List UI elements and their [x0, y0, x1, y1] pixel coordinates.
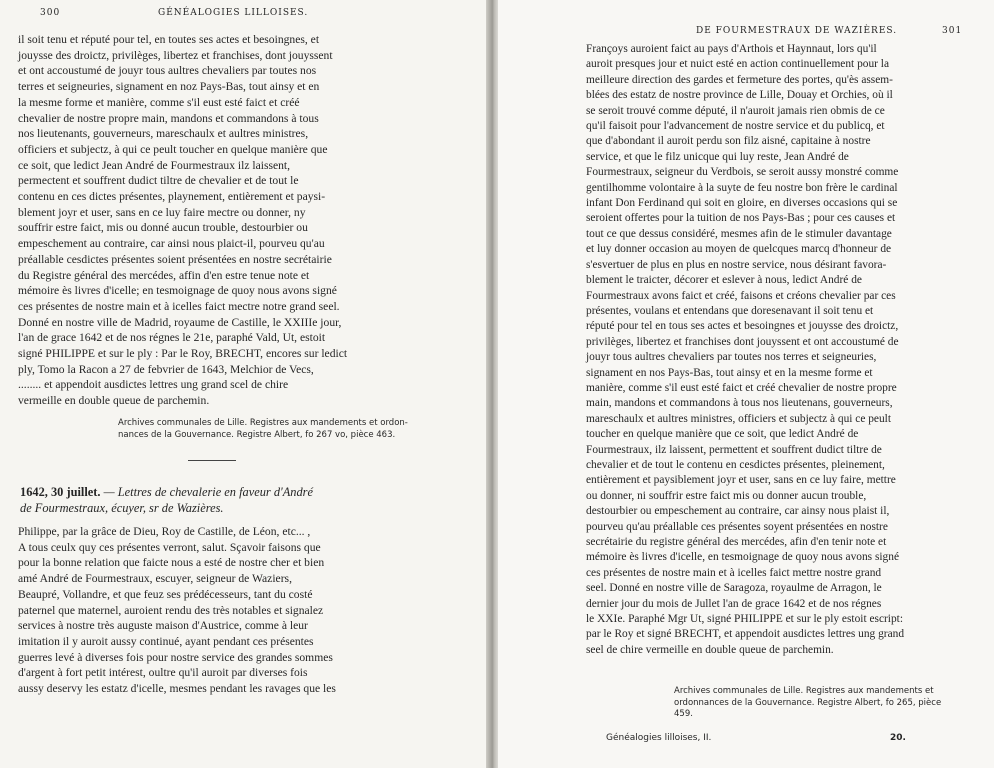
right-running-head: DE FOURMESTRAUX DE WAZIÈRES. [696, 26, 898, 36]
right-body-text: Françoys auroient faict au pays d'Arthois et Haynnaut, lors qu'il auroit presques jour et nuict esté en action continuellement pour la meilleure direction des gardes et fermeture des portes, qu'ès assem- blées des estatz de nostre province de Lille, Douay et Orchies, où il se seroit trouvé comme député, il n'auroit jamais rien obmis de ce qu'il faisoit pour l'advancement de nostre service et du publicq, et que d'abondant il auroit perdu son filz aisné, capitaine à nostre service, et que le filz unicque qui luy reste, Jean André de Fourmestraux, seigneur du Verdbois, se seroit aussy monstré comme gentilhomme volontaire à la suyte de feu nostre bon frère le cardinal infant Don Ferdinand qui soit en gloire, en diverses occasions qui se seroient offertes pour la tuition de nos Pays-Bas ; pour ces causes et tout ce que dessus considéré, mesmes afin de le stimuler davantage et luy donner occasion au moyen de quelcques marcq d'honneur de s'esvertuer de plus en plus en nostre service, nous désirant favora- blement le traicter, décorer et eslever à nous, ledict André de Fourmestraux avons faict et créé, faisons et créons chevalier par ces présentes, voulans et entendans que doresenavant il soit tenu et réputé pour tel en tous ses actes et besoingnes et jouysse des droictz, privilèges, libertez et franchises dont jouyssent et ont accoustumé de jouyr tous aultres chevaliers par toutes nos terres et seigneuries, signament en nos Pays-Bas, tout ainsy et en la mesme forme et manière, comme s'il eust esté faict et créé chevalier de nostre propre main, mandons et commandons à tous nos lieutenans, gouverneurs, mareschaulx et aultres ministres, officiers et subjectz à qui ce peult toucher en quelque manière que ce soit, que ledict André de Fourmestraux, ilz laissent, permettent et souffrent dudict tiltre de chevalier et de tout le contenu en cesdictes présentes, pleinement, entièrement et paysiblement joyr et user, sans en ce luy faire, mettre ou donner, ni souffrir estre faict mis ou donner aucun trouble, destourbier ou empeschement au contraire, car ainsy nous plaist il, pourveu qu'au préallable ces présentes soyent présentées en nostre secrétairie du registre général des mercédes, afin d'en tenir note et mémoire ès livres d'icelle, en tesmoignage de quoy nous avons signé ces présentes de nostre main et à icelles faict mettre nostre grand seel. Donné en nostre ville de Saragoza, royaulme de Arragon, le dernier jour du mois de Jullet l'an de grace 1642 et de nos régnes le XXIe. Paraphé Mgr Ut, signé PHILIPPE et sur le ply estoit escript: par le Roy et signé BRECHT, et appendoit ausdictes lettres ung grand seel de chire vermeille en double queue de parchemin. [586, 43, 905, 656]
right-page [498, 0, 994, 768]
footer-title: Généalogies lilloises, II. [606, 733, 712, 743]
left-page-number: 300 [40, 8, 61, 18]
left-running-head: GÉNÉALOGIES LILLOISES. [158, 8, 309, 18]
signature-number: 20. [890, 733, 906, 743]
section-divider [188, 460, 236, 461]
left-page [0, 0, 488, 768]
left-source-note: Archives communales de Lille. Registres aux mandements et ordon- nances de la Gouvernance. Registre Albert, fo 267 vo, pièce 463. [118, 418, 408, 440]
entry-title: — Lettres de chevalerie en faveur d'André de Fourmestraux, écuyer, sr de Wazières. [20, 485, 313, 515]
left-continued-text: il soit tenu et réputé pour tel, en toutes ses actes et besoingnes, et jouysse des droictz, privilèges, libertez et franchises, dont jouyssent et ont accoustumé de jouyr tous aultres chevaliers par toutes nos terres et seigneuries, signament en noz Pays-Bas, tout ainsy et en la mesme forme et manière, comme s'il eust esté faict et créé chevalier de nostre propre main, mandons et commandons à tous nos lieutenants, gouverneurs, mareschaulx et aultres ministres, officiers et subjectz, à qui ce peult toucher en quelque manière que ce soit, que ledict Jean André de Fourmestraux ilz laissent, permectent et souffrent dudict tiltre de chevalier et de tout le contenu en ces dictes présentes, playnement, entièrement et paysi- blement joyr et user, sans en ce luy faire mectre ou donner, ny souffrir estre faict, mis ou donné aucun trouble, destourbier ou empeschement au contraire, car ainsi nous plaict-il, pourveu qu'au préallable cesdictes présentes soient présentées en nostre secrétairie du Registre général des mercédes, affin d'en estre tenue note et mémoire ès livres d'icelle; en tesmoignage de quoy nous avons signé ces présentes de nostre main et à icelles faict mectre notre grand seel. Donné en nostre ville de Madrid, royaume de Castille, le XXIIIe jour, l'an de grace 1642 et de nos régnes le 21e, paraphé Vald, Ut, estoit signé PHILIPPE et sur le ply : Par le Roy, BRECHT, encores sur ledict ply, Tomo la Racon a 27 de febvrier de 1643, Melchior de Vecs, ........ et appendoit ausdictes lettres ung grand scel de chire vermeille en double queue de parchemin. [18, 33, 348, 408]
left-body-text: Philippe, par la grâce de Dieu, Roy de Castille, de Léon, etc... , A tous ceulx quy ces présentes verront, salut. Sçavoir faisons que pour la bonne relation que faicte nous a esté de nostre cher et bien amé André de Fourmestraux, escuyer, seigneur de Waziers, Beaupré, Vollandre, et que feuz ses prédécesseurs, tant du costé paternel que maternel, auroient rendu des très notables et signalez services à nostre très auguste maison d'Austrice, comme à leur imitation il y auroit aussy continué, ayant pendant ces présentes guerres levé à diverses fois pour nostre service des grandes sommes d'argent à fort petit intérest, oultre qu'il auroit par diverses fois aussy deservy les estatz d'icelle, mesmes pendant les ravages que les [18, 525, 336, 696]
right-page-number: 301 [942, 26, 963, 36]
entry-date: 1642, 30 juillet. [20, 485, 101, 499]
entry-heading [20, 484, 313, 516]
right-source-note: Archives communales de Lille. Registres aux mandements et ordonnances de la Gouvernance. Registre Albert, fo 265, pièce 459. [674, 686, 942, 719]
